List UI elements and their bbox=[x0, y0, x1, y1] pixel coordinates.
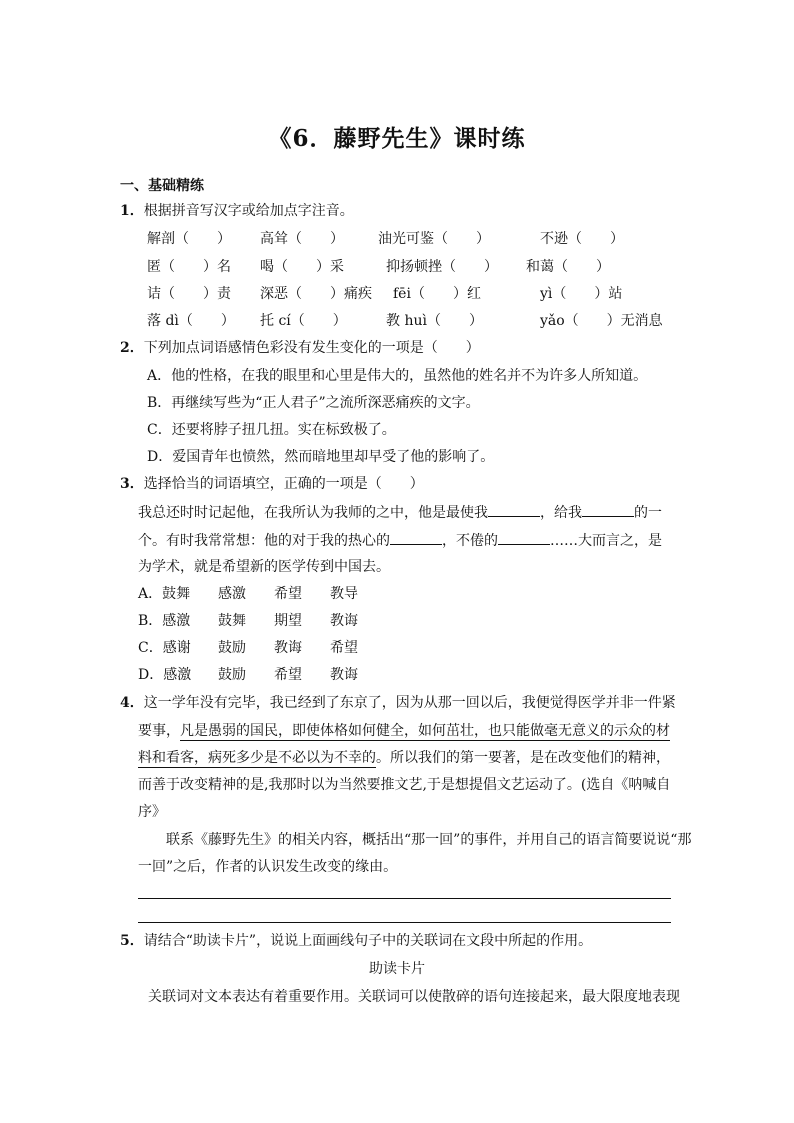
q4-passage-line bbox=[138, 721, 670, 741]
q3-passage-line: 为学术，就是希望新的医学传到中国去。 bbox=[138, 559, 390, 575]
q3-passage-text: 个。有时我常常想：他的对于我的热心的 bbox=[138, 533, 390, 549]
q3-option-word: 教导 bbox=[330, 586, 358, 602]
q4-passage-line bbox=[120, 693, 676, 713]
q1-item: 和蔼（ ） bbox=[526, 259, 610, 275]
q1-item: 匿（ ）名 bbox=[147, 259, 231, 275]
q4-passage-line: 而善于改变精神的是,我那时以为当然要推文艺,于是想提倡文艺运动了。(选自《呐喊自 bbox=[138, 777, 671, 793]
q3-option-word: 希望 bbox=[274, 667, 302, 683]
q1-item: fēi（ ）红 bbox=[393, 286, 481, 302]
q4-passage-line: 序》 bbox=[138, 804, 166, 820]
q3-passage-line bbox=[138, 502, 662, 523]
q5-prompt bbox=[120, 931, 592, 951]
fill-blank bbox=[390, 530, 442, 545]
q5-text: 请结合“助读卡片”，说说上面画线句子中的关联词在文段中所起的作用。 bbox=[143, 933, 593, 949]
q3-prompt bbox=[120, 474, 424, 494]
fill-blank bbox=[488, 502, 540, 517]
q4-text: 。所以我们的第一要著，是在改变他们的精神， bbox=[376, 750, 670, 766]
q3-option-word: D．感激 bbox=[138, 667, 192, 683]
q3-option-word: 鼓舞 bbox=[218, 613, 246, 629]
q3-option-word: 期望 bbox=[274, 613, 302, 629]
q1-text: 根据拼音写汉字或给加点字注音。 bbox=[143, 203, 354, 219]
q3-option-word: 希望 bbox=[274, 586, 302, 602]
q1-item: 教 huì（ ） bbox=[386, 313, 483, 329]
q3-option-word: C．感谢 bbox=[138, 640, 191, 656]
q1-number: 1． bbox=[120, 203, 144, 219]
q3-number: 3． bbox=[120, 476, 144, 492]
fill-blank bbox=[498, 530, 550, 545]
q3-option-word: 鼓励 bbox=[218, 667, 246, 683]
q3-passage-text: ，给我 bbox=[540, 505, 582, 521]
q3-option-word: A．鼓舞 bbox=[138, 586, 191, 602]
q3-option-word: 教诲 bbox=[330, 667, 358, 683]
q1-item: 油光可鉴（ ） bbox=[378, 231, 490, 247]
q2-option-d: D．爱国青年也愤然，然而暗地里却早受了他的影响了。 bbox=[147, 449, 495, 465]
q1-item: 喝（ ）采 bbox=[260, 259, 344, 275]
q2-option-a: A．他的性格，在我的眼里和心里是伟大的，虽然他的姓名并不为许多人所知道。 bbox=[147, 368, 648, 384]
q4-text: 要事， bbox=[138, 723, 180, 739]
section-heading: 一、基础精练 bbox=[120, 178, 204, 194]
answer-line[interactable] bbox=[138, 922, 671, 923]
q3-option-word: B．感激 bbox=[138, 613, 191, 629]
q3-option-word: 教诲 bbox=[274, 640, 302, 656]
q1-item: yì（ ）站 bbox=[540, 286, 623, 302]
q3-passage-line bbox=[138, 530, 662, 551]
q2-text: 下列加点词语感情色彩没有发生变化的一项是（ ） bbox=[143, 340, 480, 356]
q5-number: 5． bbox=[120, 933, 144, 949]
underlined-sentence: 凡是愚弱的国民，即使体格如何健全，如何茁壮，也只能做毫无意义的示众的材 bbox=[180, 723, 670, 739]
q3-text: 选择恰当的词语填空，正确的一项是（ ） bbox=[143, 476, 424, 492]
q1-item: 落 dì（ ） bbox=[147, 313, 235, 329]
q1-item: 解剖（ ） bbox=[147, 231, 231, 247]
q3-passage-text: ……大而言之，是 bbox=[550, 533, 662, 549]
q2-number: 2． bbox=[120, 340, 144, 356]
q4-question-line: 一回”之后，作者的认识发生改变的缘由。 bbox=[138, 859, 398, 875]
q1-item: 诘（ ）责 bbox=[147, 286, 231, 302]
q1-item: yǎo（ ）无消息 bbox=[540, 313, 663, 329]
q3-option-word: 感激 bbox=[218, 586, 246, 602]
q1-item: 抑扬顿挫（ ） bbox=[386, 259, 498, 275]
card-title: 助读卡片 bbox=[369, 961, 425, 977]
q2-prompt bbox=[120, 338, 480, 358]
q3-passage-text: ，不倦的 bbox=[442, 533, 498, 549]
q2-option-c: C．还要将脖子扭几扭。实在标致极了。 bbox=[147, 422, 396, 438]
q2-option-b: B．再继续写些为“正人君子”之流所深恶痛疾的文字。 bbox=[147, 395, 480, 411]
q3-passage-text: 的一 bbox=[634, 505, 662, 521]
answer-line[interactable] bbox=[138, 898, 671, 899]
card-text: 关联词对文本表达有着重要作用。关联词可以使散碎的语句连接起来，最大限度地表现 bbox=[148, 989, 680, 1005]
underlined-sentence: 料和看客，病死多少是不必以为不幸的 bbox=[138, 750, 376, 766]
q3-option-word: 希望 bbox=[330, 640, 358, 656]
q4-passage-line bbox=[138, 748, 670, 768]
q3-passage-text: 我总还时时记起他，在我所认为我师的之中，他是最使我 bbox=[138, 505, 488, 521]
q4-question-line: 联系《藤野先生》的相关内容，概括出“那一回”的事件，并用自己的语言简要说说“那 bbox=[166, 832, 692, 848]
q4-number: 4． bbox=[120, 695, 144, 711]
q4-text: 这一学年没有完毕，我已经到了东京了，因为从那一回以后，我便觉得医学并非一件紧 bbox=[143, 695, 676, 711]
q1-prompt bbox=[120, 201, 354, 221]
q1-item: 深恶（ ）痛疾 bbox=[260, 286, 372, 302]
q1-item: 不逊（ ） bbox=[540, 231, 624, 247]
q1-item: 高耸（ ） bbox=[260, 231, 344, 247]
page-title: 《6．藤野先生》课时练 bbox=[268, 125, 526, 152]
q3-option-word: 鼓励 bbox=[218, 640, 246, 656]
fill-blank bbox=[582, 502, 634, 517]
q3-option-word: 教诲 bbox=[330, 613, 358, 629]
q1-item: 托 cí（ ） bbox=[260, 313, 347, 329]
